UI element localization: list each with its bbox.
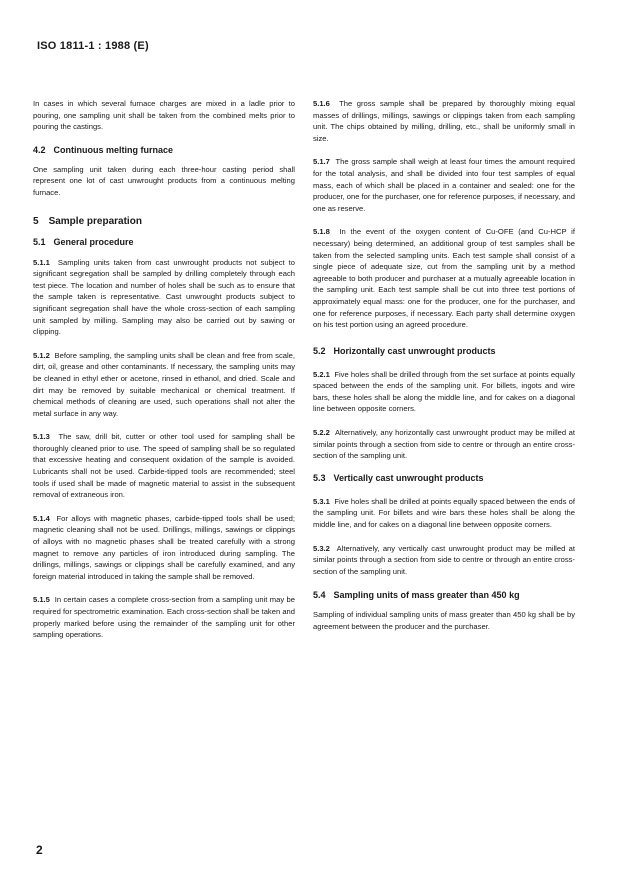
paragraph-5-1-6 (313, 98, 575, 144)
paragraph-5-1-7 (313, 156, 575, 214)
clause-text: The gross sample shall weigh at least four times the amount required for the total analysis, and shall be divided into four test samples of equal mass, each of which shall be placed in a container and sealed: one for the producer, one for the purchaser, one for reference purposes, if necessary, and one as reserve. (313, 157, 575, 213)
section-title: Sampling units of mass greater than 450 kg (333, 590, 520, 601)
section-title: Horizontally cast unwrought products (333, 345, 496, 356)
clause-number: 5.2.1 (313, 369, 330, 379)
clause-text: The saw, drill bit, cutter or other tool used for sampling shall be thoroughly cleaned prior to use. The speed of sampling shall be so regulated that excessive heating and consequent oxidation of the sample is avoided. Lubricants shall not be used. Carbide-tipped tools are recommended; steel tools if used shall be made of magnetic material to assist in the subsequent removal of extraneous iron. (33, 432, 295, 500)
clause-text: Alternatively, any vertically cast unwrought product may be milled at similar points through a section from side to centre or through an entire cross-section of the sampling unit. (313, 543, 575, 576)
section-5-3-heading (313, 472, 575, 484)
section-4-2-heading (33, 144, 295, 156)
section-number: 5 (33, 215, 39, 227)
clause-text: Before sampling, the sampling units shall be clean and free from scale, dirt, oil, grease and other contaminants. If necessary, the sampling units may be cleaned in ethyl ether or acetone, rinsed in ethanol, and dried. Scale and dirt may be removed by suitable mechanical or chemical treatment. If chemical methods of cleaning are used, such operations shall not alter the metal surface in any way. (33, 350, 295, 418)
paragraph-5-1-4 (33, 513, 295, 583)
clause-number: 5.1.7 (313, 157, 330, 167)
section-number: 4.2 (33, 144, 46, 155)
section-5-1-heading (33, 236, 295, 248)
section-title: Vertically cast unwrought products (333, 472, 484, 483)
section-number: 5.4 (313, 590, 326, 601)
paragraph-5-1-5 (33, 594, 295, 640)
right-column (313, 98, 575, 633)
section-title: General procedure (53, 236, 134, 247)
clause-number: 5.3.2 (313, 543, 330, 553)
paragraph-5-2-2 (313, 427, 575, 462)
clause-number: 5.1.8 (313, 227, 330, 237)
clause-number: 5.1.5 (33, 595, 50, 605)
paragraph-5-1-2 (33, 350, 295, 420)
clause-number: 5.1.2 (33, 350, 50, 360)
page-number: 2 (36, 843, 43, 857)
section-title: Continuous melting furnace (53, 144, 174, 155)
paragraph-5-1-8 (313, 226, 575, 330)
paragraph-5-4: Sampling of individual sampling units of mass greater than 450 kg shall be by agreement between the producer and the purchaser. (313, 610, 575, 631)
paragraph-intro: In cases in which several furnace charges are mixed in a ladle prior to pouring, one sampling unit shall be taken from the combined melts prior to pouring the castings. (33, 99, 295, 132)
paragraph-4-2: One sampling unit taken during each three-hour casting period shall represent one lot of cast unwrought products from a continuous melting furnace. (33, 164, 295, 197)
clause-number: 5.1.1 (33, 257, 50, 267)
clause-number: 5.1.6 (313, 99, 330, 108)
left-column (33, 98, 295, 641)
section-number: 5.2 (313, 345, 326, 356)
clause-text: Five holes shall be drilled through from the set surface at points equally spaced between the ends of the sampling unit. For billets, ingots and wire bars, these holes shall be along the middle line, and for cakes on a diagonal line between opposite corners. (313, 369, 575, 414)
clause-text: Sampling units taken from cast unwrought products not subject to significant segregation shall be sampled by drilling completely through each test piece. The location and number of holes shall be such as to ensure that the sample taken is representative. Cast unwrought products subject to significant segregation shall have the whole cross-section of each sampling unit sampled by milling. Sampling may also be carried out by sawing or clipping. (33, 257, 295, 337)
paragraph-5-3-2 (313, 543, 575, 578)
section-5-4-heading (313, 589, 575, 601)
paragraph-5-1-3 (33, 431, 295, 501)
section-5-2-heading (313, 345, 575, 357)
paragraph-5-2-1 (313, 369, 575, 415)
clause-number: 5.1.3 (33, 432, 50, 442)
document-header: ISO 1811-1 : 1988 (E) (37, 40, 149, 52)
clause-number: 5.1.4 (33, 513, 50, 523)
clause-text: Five holes shall be drilled at points equally spaced between the ends of the sampling unit. For billets and wire bars these holes shall be along the middle line, and for cakes on a diagonal line between opposite corners. (313, 496, 575, 530)
clause-text: In the event of the oxygen content of Cu-OFE (and Cu-HCP if necessary) being determined, an additional group of test samples shall be taken from the selected sampling units. Each test sample shall consist of a single piece of adequate size, cut from the sampling unit by a method agreeable to both producer and purchaser at a mutually agreeable location in the sampling unit. Each test sample shall be cut into three test portions of approximately equal mass: one for the producer, one for the purchaser, and one for reference purposes, if necessary. Each party shall determine oxygen on his test portion using an agreed procedure. (313, 227, 575, 330)
section-number: 5.1 (33, 236, 46, 247)
clause-number: 5.3.1 (313, 496, 330, 506)
clause-number: 5.2.2 (313, 428, 330, 438)
section-number: 5.3 (313, 472, 326, 483)
paragraph-5-3-1 (313, 496, 575, 531)
section-title: Sample preparation (48, 215, 142, 227)
section-5-heading (33, 215, 295, 228)
clause-text: The gross sample shall be prepared by thoroughly mixing equal masses of drillings, millings, sawings or clippings taken from each sampling unit. The chips obtained by milling, drilling, etc., shall be uniformly small in size. (313, 99, 575, 143)
clause-text: In certain cases a complete cross-section from a sampling unit may be required for spectrometric examination. Each cross-section shall be taken and properly marked before using the remainder of the sampling unit for other sampling operations. (33, 595, 295, 640)
clause-text: For alloys with magnetic phases, carbide-tipped tools shall be used; magnetic cleaning shall not be used. Drillings, millings, sawings or clippings of alloys with no magnetic phases shall be treated carefully with a strong magnet to remove any particles of iron introduced during sampling. The drillings, millings, sawings or clippings shall be carefully examined, and any foreign material introduced in taking the sample shall be removed. (33, 513, 295, 581)
paragraph-5-1-1 (33, 257, 295, 338)
clause-text: Alternatively, any horizontally cast unwrought product may be milled at similar points through a section from side to centre or through an entire cross-section of the sampling unit. (313, 428, 575, 461)
